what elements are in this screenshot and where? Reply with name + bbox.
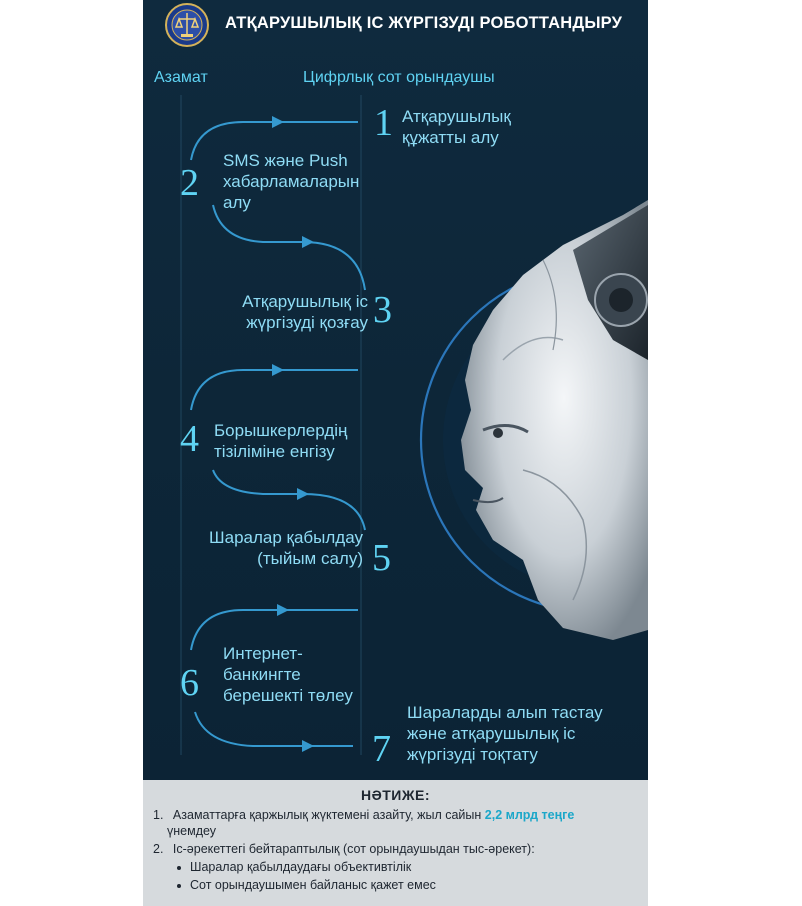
result-title: НӘТИЖЕ: xyxy=(360,787,431,803)
step-2-label: SMS және Push хабарламаларын алу xyxy=(223,151,360,212)
header xyxy=(143,0,648,52)
step-6-number: 6 xyxy=(180,662,199,704)
step-5-label: Шаралар қабылдау (тыйым салу) xyxy=(209,528,363,568)
result-bullet: Сот орындаушымен байланыс қажет емес xyxy=(177,877,436,893)
result-section xyxy=(143,780,648,906)
step-2-number: 2 xyxy=(180,162,199,204)
court-emblem-icon xyxy=(165,3,209,47)
lane-citizen-label: Азамат xyxy=(154,69,208,86)
step-6-label: Интернет- банкингте берешекті төлеу xyxy=(223,644,353,705)
result-item-2: 2. Іс-әрекеттегі бейтараптылық (сот орындаушыдан тыс-әрекет): xyxy=(153,842,535,856)
flow-arrows xyxy=(143,0,648,780)
step-3-number: 3 xyxy=(373,289,392,331)
step-5-number: 5 xyxy=(372,537,391,579)
step-3-label: Атқарушылық іс жүргізуді қозғау xyxy=(242,292,368,332)
savings-highlight: 2,2 млрд теңге xyxy=(484,808,575,822)
result-item-1: 1. Азаматтарға қаржылық жүктемені азайту, жыл сайын 2,2 млрд теңге xyxy=(153,808,575,822)
step-7-label: Шараларды алып тастау және атқарушылық іс жүргізуді тоқтату xyxy=(407,703,603,764)
page-title: АТҚАРУШЫЛЫҚ ІС ЖҮРГІЗУДІ РОБОТТАНДЫРУ xyxy=(225,14,623,32)
step-1-label: Атқарушылық құжатты алу xyxy=(402,107,511,147)
result-bullet: Шаралар қабылдаудағы объективтілік xyxy=(177,859,411,875)
step-7-number: 7 xyxy=(372,728,391,770)
bullet-icon xyxy=(177,866,181,870)
bullet-icon xyxy=(177,884,181,888)
infographic-panel xyxy=(143,0,648,906)
result-item-1-continued: үнемдеу xyxy=(167,824,217,838)
step-4-number: 4 xyxy=(180,418,199,460)
step-4-label: Борышкерлердің тізіліміне енгізу xyxy=(214,421,348,461)
lane-digital-bailiff-label: Цифрлық сот орындаушы xyxy=(303,69,495,86)
step-1-number: 1 xyxy=(374,102,393,144)
